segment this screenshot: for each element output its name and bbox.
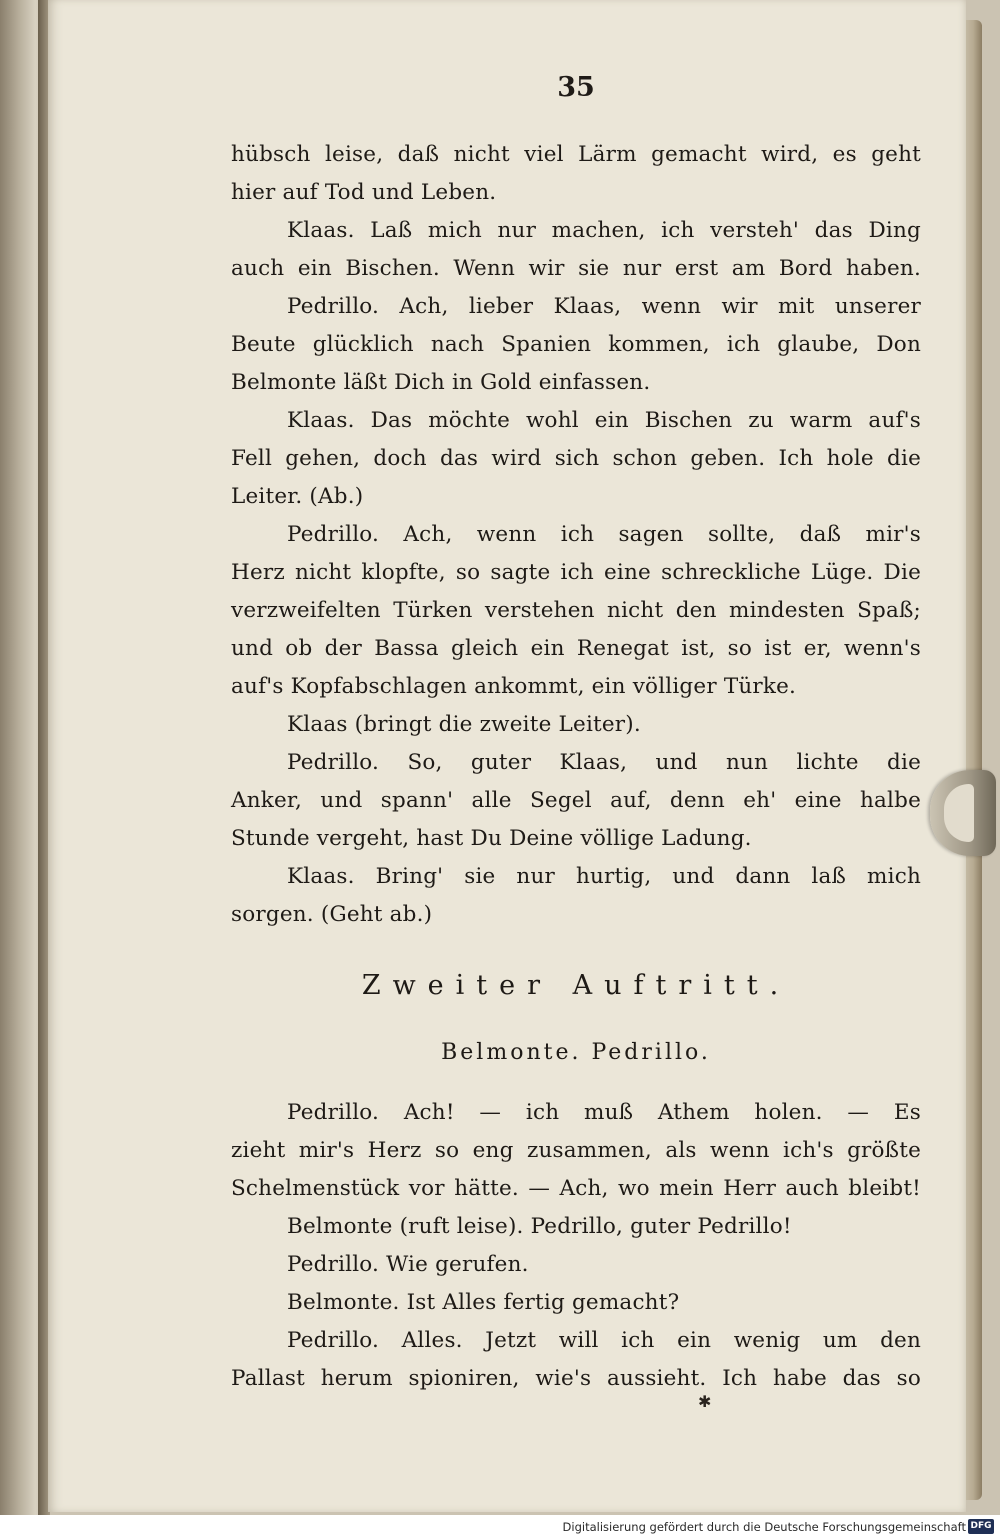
text-line: sorgen. (Geht ab.) <box>231 902 433 927</box>
text-line: Klaas (bringt die zweite Leiter). <box>287 712 641 737</box>
scene-heading: Zweiter Auftritt. <box>361 970 791 1001</box>
text-line: Belmonte (ruft leise). Pedrillo, guter Pedrillo! <box>287 1214 792 1239</box>
book-page <box>48 0 966 1512</box>
text-line: auch ein Bischen. Wenn wir sie nur erst am Bord haben. <box>231 256 921 281</box>
text-line: Belmonte. Ist Alles fertig gemacht? <box>287 1290 680 1315</box>
text-line: Beute glücklich nach Spanien kommen, ich glaube, Don <box>231 332 921 357</box>
text-line: Leiter. (Ab.) <box>231 484 364 509</box>
text-line: Fell gehen, doch das wird sich schon geben. Ich hole die <box>231 446 921 471</box>
text-line: Pedrillo. Ach! — ich muß Athem holen. — Es <box>287 1100 921 1125</box>
text-line: Klaas. Laß mich nur machen, ich versteh' das Ding <box>287 218 921 243</box>
page-number: 35 <box>557 72 595 103</box>
text-line: auf's Kopfabschlagen ankommt, ein völliger Türke. <box>231 674 797 699</box>
text-line: zieht mir's Herz so eng zusammen, als wenn ich's größte <box>231 1138 921 1163</box>
text-line: Klaas. Bring' sie nur hurtig, und dann laß mich <box>287 864 921 889</box>
text-line: Anker, und spann' alle Segel auf, denn eh' eine halbe <box>231 788 921 813</box>
text-line: Stunde vergeht, hast Du Deine völlige Ladung. <box>231 826 752 851</box>
text-line: Pedrillo. Ach, wenn ich sagen sollte, daß mir's <box>287 522 921 547</box>
bookmark-tab <box>930 770 996 856</box>
text-line: Pallast herum spioniren, wie's aussieht. Ich habe das so <box>231 1366 921 1391</box>
dfg-logo: DFG <box>968 1519 994 1534</box>
text-line: Pedrillo. Alles. Jetzt will ich ein wenig um den <box>287 1328 921 1353</box>
text-line: Pedrillo. So, guter Klaas, und nun lichte die <box>287 750 921 775</box>
bookmark-tab-inner <box>944 784 974 842</box>
text-line: Klaas. Das möchte wohl ein Bischen zu warm auf's <box>287 408 921 433</box>
text-line: verzweifelten Türken verstehen nicht den mindesten Spaß; <box>231 598 921 623</box>
footer-note: Digitalisierung gefördert durch die Deutsche Forschungsgemeinschaft <box>562 1520 966 1534</box>
text-line: Pedrillo. Ach, lieber Klaas, wenn wir mit unserer <box>287 294 921 319</box>
signature-mark: ✱ <box>698 1392 712 1411</box>
text-line: hübsch leise, daß nicht viel Lärm gemacht wird, es geht <box>231 142 921 167</box>
scene-characters: Belmonte. Pedrillo. <box>441 1040 711 1065</box>
text-line: Pedrillo. Wie gerufen. <box>287 1252 529 1277</box>
text-line: und ob der Bassa gleich ein Renegat ist, so ist er, wenn's <box>231 636 921 661</box>
text-line: Herz nicht klopfte, so sagte ich eine schreckliche Lüge. Die <box>231 560 921 585</box>
text-line: Belmonte läßt Dich in Gold einfassen. <box>231 370 651 395</box>
text-line: Schelmenstück vor hätte. — Ach, wo mein Herr auch bleibt! <box>231 1176 921 1201</box>
text-line: hier auf Tod und Leben. <box>231 180 497 205</box>
